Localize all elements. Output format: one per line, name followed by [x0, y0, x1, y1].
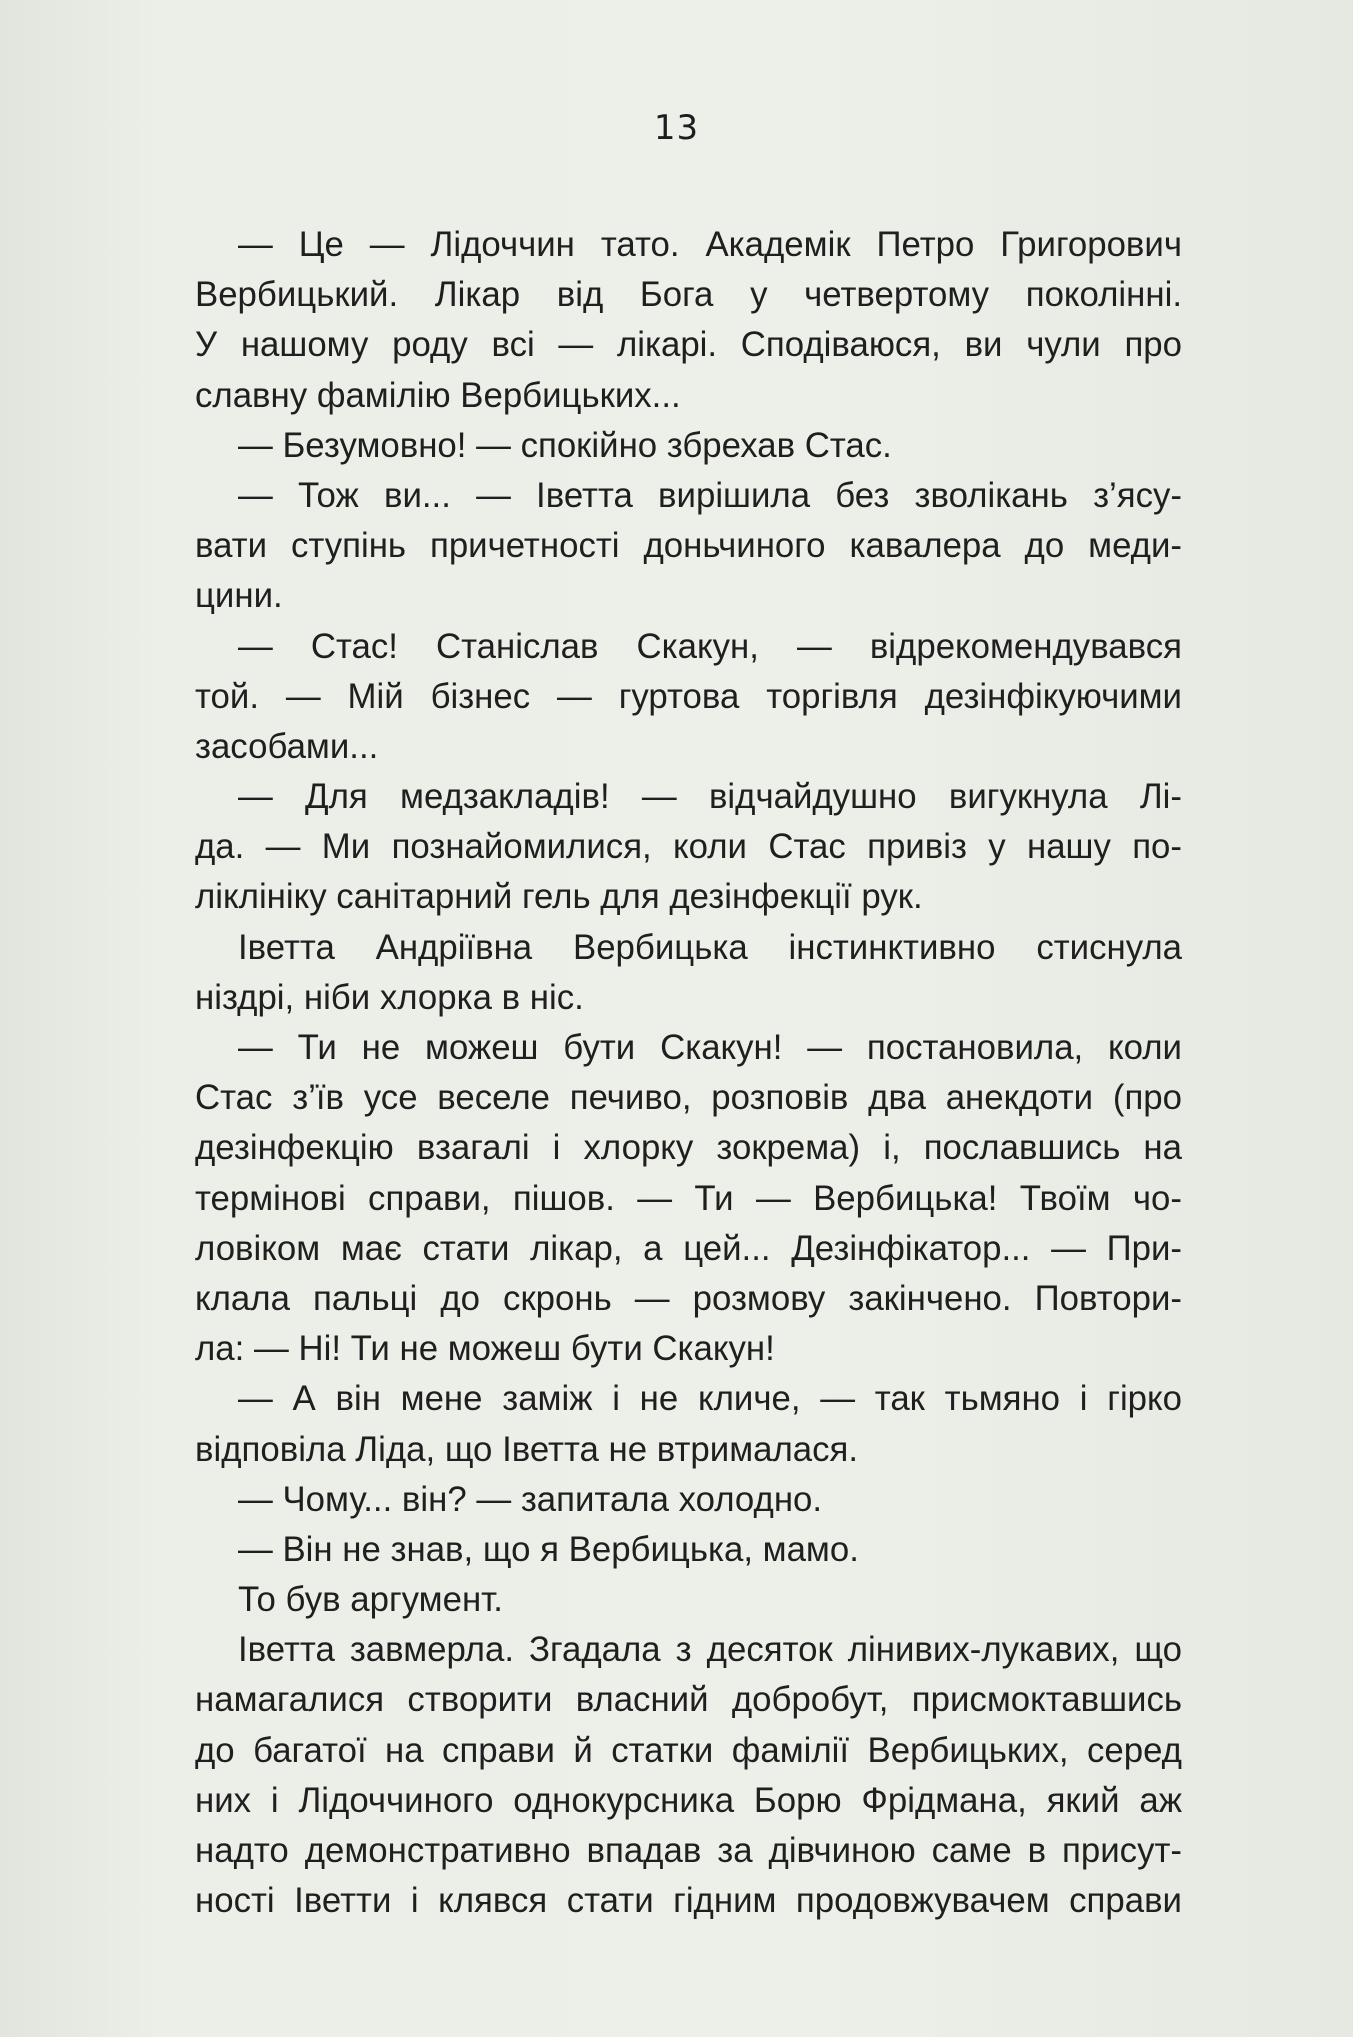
- text-line: да. — Ми познайомилися, коли Стас привіз у нашу по-: [195, 827, 1182, 867]
- text-line: То був аргумент.: [238, 1580, 503, 1620]
- text-line: цини.: [195, 576, 283, 616]
- text-line: — Ти не можеш бути Скакун! — постановила, коли: [238, 1028, 1182, 1067]
- text-line: ності Іветти і клявся стати гідним продовжувачем справи: [195, 1881, 1182, 1921]
- text-line: до багатої на справи й статки фамілії Вербицьких, серед: [195, 1730, 1182, 1770]
- text-line: засобами...: [195, 726, 379, 766]
- text-line: — Стас! Станіслав Скакун, — відрекомендувався: [238, 626, 1182, 666]
- body-text: [195, 220, 1182, 1926]
- text-line: той. — Мій бізнес — гуртова торгівля дезінфікуючими: [195, 676, 1182, 716]
- text-line: вати ступінь причетності доньчиного кавалера до меди-: [195, 526, 1182, 566]
- text-line: Стас з’їв усе веселе печиво, розповів два анекдоти (про: [195, 1078, 1182, 1118]
- text-line: Іветта завмерла. Згадала з десяток лінивих-лукавих, що: [238, 1630, 1182, 1670]
- text-line: дезінфекцію взагалі і хлорку зокрема) і, пославшись на: [195, 1128, 1182, 1168]
- text-line: клала пальці до скронь — розмову закінчено. Повтори-: [195, 1278, 1182, 1318]
- text-line: ла: — Ні! Ти не можеш бути Скакун!: [195, 1329, 775, 1369]
- text-line: надто демонстративно впадав за дівчиною саме в присут-: [195, 1831, 1182, 1870]
- text-line: Вербицький. Лікар від Бога у четвертому поколінні.: [195, 275, 1182, 315]
- text-line: ловіком має стати лікар, а цей... Дезінфікатор... — При-: [195, 1228, 1182, 1268]
- text-line: відповіла Ліда, що Іветта не втрималася.: [195, 1429, 859, 1469]
- text-line: ніздрі, ніби хлорка в ніс.: [195, 977, 584, 1017]
- text-line: У нашому роду всі — лікарі. Сподіваюся, ви чули про: [195, 325, 1182, 365]
- text-line: Іветта Андріївна Вербицька інстинктивно стиснула: [238, 927, 1182, 967]
- text-line: — Тож ви... — Іветта вирішила без зволікань з’ясу-: [238, 475, 1182, 515]
- text-line: — А він мене заміж і не кличе, — так тьмяно і гірко: [238, 1379, 1182, 1419]
- text-line: — Він не знав, що я Вербицька, мамо.: [238, 1529, 859, 1569]
- text-line: ліклініку санітарний гель для дезінфекції рук.: [195, 877, 923, 917]
- text-line: термінові справи, пішов. — Ти — Вербицька! Твоїм чо-: [195, 1178, 1182, 1218]
- text-line: — Чому... він? — запитала холодно.: [238, 1479, 823, 1519]
- text-line: них і Лідоччиного однокурсника Борю Фрідмана, який аж: [195, 1780, 1182, 1820]
- page-number: 13: [653, 108, 700, 148]
- text-line: славну фамілію Вербицьких...: [195, 375, 681, 415]
- text-line: — Для медзакладів! — відчайдушно вигукнула Лі-: [238, 777, 1182, 817]
- text-line: — Це — Лідоччин тато. Академік Петро Григорович: [238, 225, 1182, 264]
- text-line: намагалися створити власний добробут, присмоктавшись: [195, 1680, 1182, 1720]
- text-line: — Безумовно! — спокійно збрехав Стас.: [238, 425, 892, 465]
